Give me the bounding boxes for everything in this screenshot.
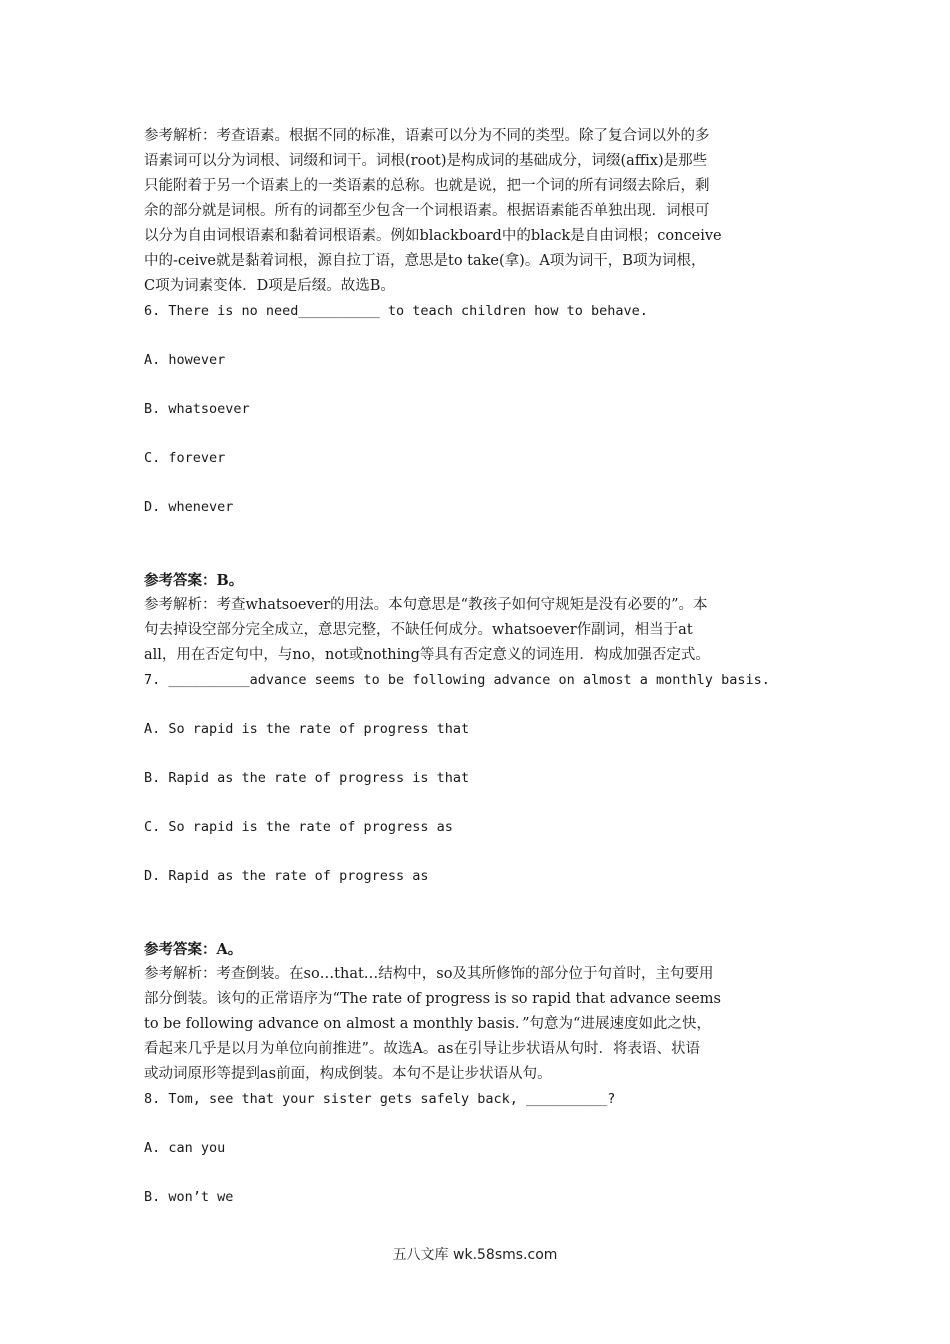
question-6-answer: 参考答案：B。 [144,572,244,589]
question-8-option-b: B. won’t we [144,1189,234,1205]
analysis-5-line: C项为词素变体．D项是后缀。故选B。 [144,278,395,294]
question-8-option-a: A. can you [144,1140,226,1156]
question-7-stem: 7. __________advance seems to be following advance on almost a monthly basis. [144,672,770,688]
question-7-option-d: D. Rapid as the rate of progress as [144,868,429,884]
question-7-answer: 参考答案：A。 [144,941,243,958]
question-6-analysis-line: all，用在否定句中，与no，not或nothing等具有否定意义的词连用．构成加强否定式。 [144,647,710,663]
question-6-option-b: B. whatsoever [144,401,250,417]
analysis-5-line: 余的部分就是词根。所有的词都至少包含一个词根语素。根据语素能否单独出现．词根可 [144,203,710,219]
question-6-option-c: C. forever [144,450,226,466]
question-6-analysis-line: 参考解析：考查whatsoever的用法。本句意思是“教孩子如何守规矩是没有必要的”。本 [144,597,708,613]
question-7-option-b: B. Rapid as the rate of progress is that [144,770,470,786]
question-7-analysis-line: 部分倒装。该句的正常语序为“The rate of progress is so rapid that advance seems [144,991,721,1007]
question-7-option-c: C. So rapid is the rate of progress as [144,819,453,835]
analysis-5-line: 中的-ceive就是黏着词根，源自拉丁语，意思是to take(拿)。A项为词干，B项为词根， [144,253,706,269]
question-7-analysis-line: to be following advance on almost a monthly basis．”句意为“进展速度如此之快， [144,1016,711,1032]
analysis-5-line: 只能附着于另一个语素上的一类语素的总称。也就是说，把一个词的所有词缀去除后，剩 [144,178,710,194]
question-8-stem: 8. Tom, see that your sister gets safely back, __________? [144,1091,616,1107]
question-6-stem: 6. There is no need__________ to teach children how to behave. [144,303,648,319]
analysis-5-line: 参考解析：考查语素。根据不同的标准，语素可以分为不同的类型。除了复合词以外的多 [144,128,710,144]
analysis-5-line: 语素词可以分为词根、词缀和词干。词根(root)是构成词的基础成分，词缀(affix)是那些 [144,153,708,169]
question-6-option-d: D. whenever [144,499,234,515]
question-7-analysis-line: 看起来几乎是以月为单位向前推进”。故选A。as在引导让步状语从句时．将表语、状语 [144,1041,700,1057]
question-7-analysis-line: 参考解析：考查倒装。在so…that…结构中，so及其所修饰的部分位于句首时，主句要用 [144,966,714,982]
question-7-analysis-line: 或动词原形等提到as前面，构成倒装。本句不是让步状语从句。 [144,1066,552,1082]
question-6-analysis-line: 句去掉设空部分完全成立，意思完整，不缺任何成分。whatsoever作副词，相当于at [144,622,693,638]
question-7-option-a: A. So rapid is the rate of progress that [144,721,470,737]
footer-watermark: 五八文库 wk.58sms.com [392,1247,558,1263]
question-6-option-a: A. however [144,352,226,368]
analysis-5-line: 以分为自由词根语素和黏着词根语素。例如blackboard中的black是自由词根；conceive [144,228,722,244]
